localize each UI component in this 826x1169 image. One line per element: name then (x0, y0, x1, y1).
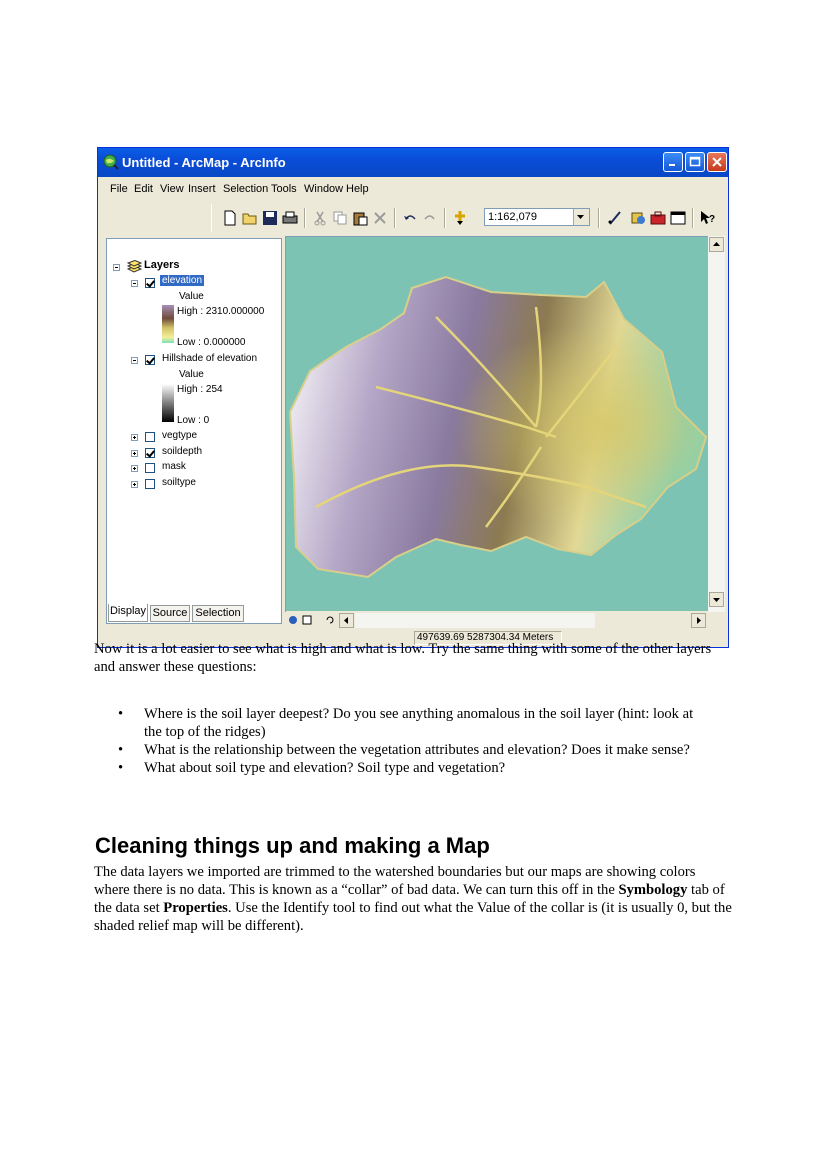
tab-selection[interactable]: Selection (192, 605, 244, 622)
menu-tools[interactable]: Tools (271, 183, 297, 195)
collapse-layers-button[interactable] (113, 264, 120, 271)
menu-insert[interactable]: Insert (188, 183, 216, 195)
soiltype-layer-name[interactable]: soiltype (162, 477, 196, 488)
scroll-down-button[interactable] (709, 592, 724, 607)
mask-layer-name[interactable]: mask (162, 461, 186, 472)
refresh-icon[interactable] (325, 615, 335, 625)
title-bar (98, 148, 728, 177)
elevation-checkbox[interactable] (145, 278, 155, 288)
hillshade-checkbox[interactable] (145, 355, 155, 365)
bullet-marker: • (118, 760, 124, 776)
soildepth-layer-name[interactable]: soildepth (162, 446, 203, 457)
vegtype-checkbox[interactable] (145, 432, 155, 442)
maximize-button[interactable] (685, 152, 705, 172)
scroll-right-button[interactable] (691, 613, 706, 628)
close-button[interactable] (707, 152, 727, 172)
cut-icon[interactable] (312, 210, 328, 226)
map-scale-combo[interactable] (484, 208, 590, 226)
arcmap-window (97, 147, 729, 648)
bullet-marker: • (118, 742, 124, 758)
maximize-icon (689, 156, 701, 168)
menu-help[interactable]: Help (346, 183, 369, 195)
layers-root-label: Layers (144, 259, 180, 271)
elevation-layer-name[interactable]: elevation (162, 275, 203, 286)
toolbar-separator (598, 208, 600, 228)
menu-view[interactable]: View (160, 183, 184, 195)
soiltype-checkbox[interactable] (145, 479, 155, 489)
expand-soildepth-button[interactable] (131, 450, 138, 457)
layers-icon (126, 260, 142, 273)
intro-paragraph: Now it is a lot easier to see what is high and what is low. Try the same thing with some of the other layers and answer these questions: (94, 641, 712, 675)
hillshade-gray-ramp (162, 384, 174, 422)
table-of-contents (106, 238, 282, 624)
elevation-color-ramp (162, 305, 174, 343)
scroll-up-button[interactable] (709, 237, 724, 252)
minimize-icon (667, 156, 679, 168)
toolbar-separator (304, 208, 306, 228)
chevron-down-icon (574, 209, 587, 225)
list-item: • Where is the soil layer deepest? Do you see anything anomalous in the soil layer (hint: look at the top of the ridges) (118, 706, 694, 740)
hillshade-high-label: High : 254 (177, 384, 223, 395)
standard-toolbar (211, 204, 727, 232)
toolbar-separator (394, 208, 396, 228)
list-item: • What about soil type and elevation? Soil type and vegetation? (118, 760, 506, 776)
menu-edit[interactable]: Edit (134, 183, 153, 195)
window-title: Untitled - ArcMap - ArcInfo (122, 155, 286, 170)
menu-file[interactable]: File (110, 183, 128, 195)
list-item: • What is the relationship between the vegetation attributes and elevation? Does it make sense? (118, 742, 690, 758)
expand-mask-button[interactable] (131, 465, 138, 472)
soildepth-checkbox[interactable] (145, 448, 155, 458)
scroll-left-button[interactable] (339, 613, 354, 628)
delete-icon[interactable] (372, 210, 388, 226)
svg-text:?: ? (709, 214, 716, 225)
question-list (114, 705, 714, 777)
tab-display[interactable]: Display (108, 604, 148, 622)
horizontal-scroll-track[interactable] (355, 613, 595, 628)
close-icon (711, 156, 723, 168)
layout-view-icon[interactable] (302, 615, 312, 625)
tab-source[interactable]: Source (150, 605, 190, 622)
new-document-icon[interactable] (222, 210, 238, 226)
arctoolbox-icon[interactable] (650, 210, 666, 226)
scale-dropdown-button[interactable] (573, 209, 589, 225)
command-window-icon[interactable] (670, 210, 686, 226)
hillshade-value-label: Value (179, 369, 204, 380)
elevation-low-label: Low : 0.000000 (177, 337, 246, 348)
map-horizontal-scrollbar[interactable] (285, 612, 725, 628)
save-icon[interactable] (262, 210, 278, 226)
open-folder-icon[interactable] (242, 210, 258, 226)
editor-toolbar-icon[interactable] (607, 210, 623, 226)
symbology-term: Symbology (618, 882, 688, 898)
map-vertical-scrollbar[interactable] (708, 236, 725, 612)
elevation-high-label: High : 2310.000000 (177, 306, 265, 317)
arrow-left-icon (340, 614, 353, 627)
properties-term: Properties (163, 900, 228, 916)
menu-bar (98, 179, 728, 199)
undo-icon[interactable] (402, 210, 418, 226)
toolbar-separator (692, 208, 694, 228)
cursor-coordinates: 497639.69 5287304.34 Meters (414, 631, 562, 645)
map-scale-value: 1:162,079 (488, 211, 537, 223)
arrow-up-icon (710, 238, 723, 251)
elevation-value-label: Value (179, 291, 204, 302)
menu-window[interactable]: Window (304, 183, 344, 195)
expand-soiltype-button[interactable] (131, 481, 138, 488)
hillshade-layer-name[interactable]: Hillshade of elevation (162, 353, 258, 364)
redo-icon[interactable] (422, 210, 438, 226)
add-data-icon[interactable] (452, 210, 468, 226)
paste-icon[interactable] (352, 210, 368, 226)
watershed-map (286, 237, 709, 611)
whats-this-help-icon[interactable] (700, 210, 716, 226)
toolbar-separator (444, 208, 446, 228)
data-view-icon[interactable] (288, 615, 298, 625)
menu-selection[interactable]: Selection (223, 183, 269, 195)
arcmap-globe-icon (103, 154, 119, 170)
minimize-button[interactable] (663, 152, 683, 172)
vegtype-layer-name[interactable]: vegtype (162, 430, 198, 441)
arrow-right-icon (692, 614, 705, 627)
hillshade-low-label: Low : 0 (177, 415, 210, 426)
map-display[interactable] (285, 236, 725, 627)
toc-tabs (106, 604, 282, 624)
collapse-hillshade-button[interactable] (131, 357, 138, 364)
arccatalog-icon[interactable] (630, 210, 646, 226)
section-heading: Cleaning things up and making a Map (95, 833, 490, 858)
copy-icon[interactable] (332, 210, 348, 226)
print-icon[interactable] (282, 210, 298, 226)
arrow-down-icon (710, 593, 723, 606)
body-paragraph: The data layers we imported are trimmed to the watershed boundaries but our maps are showing colors where there is no data. This is known as a “collar” of bad data. We can turn this off in the Symbology tab of the data set Properties. Use the Identify tool to find out what the Value of the collar is (it is usually 0, but the shaded relief map will be different). (94, 864, 732, 934)
collapse-elevation-button[interactable] (131, 280, 138, 287)
expand-vegtype-button[interactable] (131, 434, 138, 441)
bullet-marker: • (118, 706, 124, 722)
mask-checkbox[interactable] (145, 463, 155, 473)
